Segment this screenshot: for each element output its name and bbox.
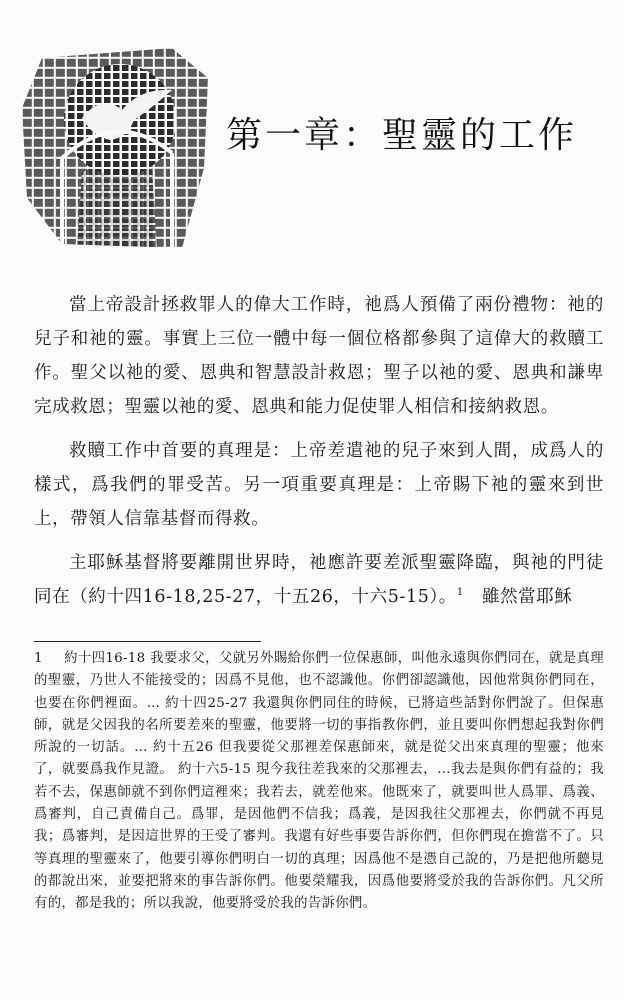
footnote-1: [34, 648, 604, 916]
footnote-text: 約十四16-18 我要求父，父就另外賜給你們一位保惠師，叫他永遠與你們同在，就是真理的聖靈，乃世人不能接受的；因爲不見他，也不認識他。你們卻認識他，因他常與你們同在，也要在你們裡面。… 約十四25-27 我還與你們同住的時候，已將這些話對你們說了。但保惠師，就是父因我的名所要差來的聖靈，他要將一切的事指教你們，並且要叫你們想起我對你們所說的一切話。… 約十五26 但我要從父那裡差保惠師來，就是從父出來真理的聖靈；他來了，就要爲我作見證。 約十六5-15 現今我往差我來的父那裡去，…我去是與你們有益的；我若不去，保惠師就不到你們這裡來；我若去，就差他來。他既來了，就要叫世人爲罪、爲義、爲審判，自己責備自己。爲罪，是因他們不信我；爲義，是因我往父那裡去，你們就不再見我；爲審判，是因這世界的王受了審判。我還有好些事要告訴你們，但你們現在擔當不了。只等真理的聖靈來了，他要引導你們明白一切的真理；因爲他不是憑自己說的，乃是把他所聽見的都說出來，並要把將來的事告訴你們。他要榮耀我，因爲他要將受於我的告訴你們。凡父所有的，都是我的；所以我說，他要將受於我的告訴你們。: [34, 651, 604, 912]
paragraph-2: 救贖工作中首要的真理是：上帝差遣祂的兒子來到人間，成爲人的樣式，爲我們的罪受苦。另一項重要真理是：上帝賜下祂的靈來到世上，帶領人信靠基督而得救。: [34, 441, 604, 529]
paragraph-1: 當上帝設計拯救罪人的偉大工作時，祂爲人預備了兩份禮物：祂的兒子和祂的靈。事實上三位一體中每一個位格都參與了這偉大的救贖工作。聖父以祂的愛、恩典和智慧設計救恩；聖子以祂的愛、恩典和謙卑完成救恩；聖靈以祂的愛、恩典和能力促使罪人相信和接納救恩。: [34, 295, 604, 417]
paragraph-3-text: 主耶穌基督將要離開世界時，祂應許要差派聖靈降臨，與祂的門徒同在（約十四16-18,25-27，十五26，十六5-15）。: [34, 553, 604, 607]
footnote-reference[interactable]: 1: [456, 587, 464, 599]
footnote-divider: [34, 641, 261, 642]
footnote-number: 1: [34, 651, 43, 666]
footnote: [34, 648, 604, 916]
paragraph-3: [34, 546, 604, 614]
dove-mosaic-illustration: [22, 48, 208, 248]
paragraph-3-tail: 雖然當耶穌: [481, 587, 573, 607]
body-text: [34, 288, 604, 624]
chapter-title: 第一章：聖靈的工作: [226, 115, 578, 156]
